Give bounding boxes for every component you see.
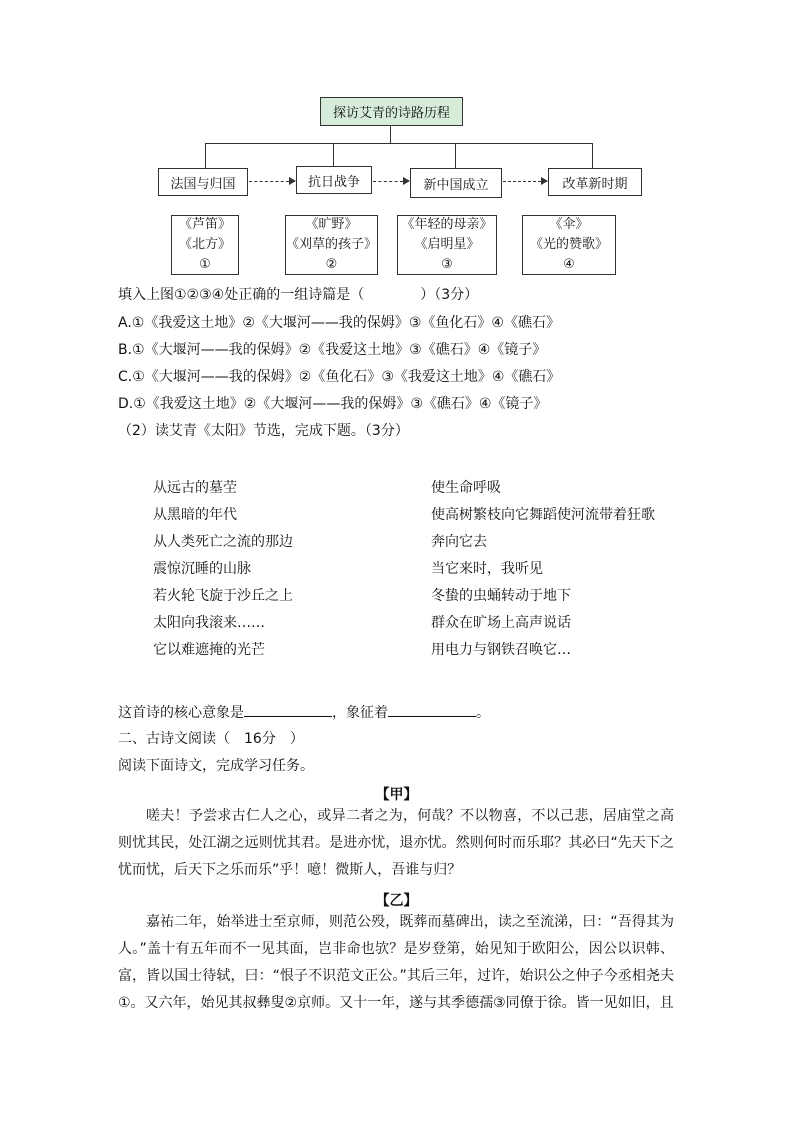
q2-fill-line xyxy=(118,702,490,723)
blank-marker: ② xyxy=(325,257,338,272)
stage-box-3 xyxy=(410,168,502,198)
poem-line: 使高树繁枝向它舞蹈使河流带着狂歌 xyxy=(431,507,655,523)
stage-label: 改革新时期 xyxy=(562,176,628,192)
diagram-root-box xyxy=(320,97,463,126)
q1-option-b: B.①《大堰河——我的保姆》②《我爱这土地》③《礁石》④《镜子》 xyxy=(118,342,547,358)
poem-line: 使生命呼吸 xyxy=(431,480,501,496)
passage-jia-text: 嗟夫！予尝求古仁人之心，或异二者之为，何哉？不以物喜，不以己悲，居庙堂之高则忧其民，处江湖之远则忧其君。是进亦忧，退亦忧。然则何时而乐耶？其必曰“先天下之忧而忧，后天下之乐而乐”乎！噫！微斯人，吾谁与归？ xyxy=(118,808,674,878)
poem-line: 用电力与钢铁召唤它… xyxy=(431,642,571,658)
dashed-arrow-line xyxy=(373,181,403,182)
connector-line xyxy=(205,143,592,144)
arrow-head-icon xyxy=(541,177,548,185)
poem-box-4 xyxy=(522,215,616,275)
poem-title: 《年轻的母亲》 xyxy=(401,217,493,232)
blank-marker: ① xyxy=(199,257,211,272)
poem-title: 《北方》 xyxy=(178,237,231,252)
poem-line: 从远古的墓茔 xyxy=(153,480,237,496)
poem-box-1 xyxy=(171,215,239,275)
poem-line: 奔向它去 xyxy=(431,534,487,550)
poem-line: 冬蛰的虫蛹转动于地下 xyxy=(431,588,571,604)
passage-jia-title: 【甲】 xyxy=(375,787,418,803)
poem-line: 太阳向我滚来…… xyxy=(153,615,265,631)
poem-box-3 xyxy=(397,215,497,275)
arrow-head-icon xyxy=(289,177,296,185)
q1-option-a: A.①《我爱这土地》②《大堰河——我的保姆》③《鱼化石》④《礁石》 xyxy=(118,315,560,331)
stage-box-4 xyxy=(548,168,642,196)
diagram-root-label: 探访艾青的诗路历程 xyxy=(332,106,450,121)
poem-title: 《芦笛》 xyxy=(178,217,231,232)
q1-option-c: C.①《大堰河——我的保姆》②《鱼化石》③《我爱这土地》④《礁石》 xyxy=(118,369,561,385)
arrow-head-icon xyxy=(403,177,410,185)
poem-line: 从人类死亡之流的那边 xyxy=(153,534,293,550)
passage-yi-text: 嘉祐二年，始举进士至京师，则范公殁，既葬而墓碑出，读之至流涕，曰：“吾得其为人。”盖十有五年而不一见其面，岂非命也欤？是岁登第，始见知于欧阳公，因公以识韩、富，皆以国士待轼，曰：“恨子不识范文正公。”其后三年，过许，始识公之仲子今丞相尧夫①。又六年，始见其叔彝叟②京师。又十一年，遂与其季德孺③同僚于徐。皆一见如旧，且 xyxy=(118,914,674,1011)
connector-line xyxy=(205,143,206,169)
poem-title: 《伞》 xyxy=(549,217,589,232)
poem-line: 群众在旷场上高声说话 xyxy=(431,615,571,631)
q2-fill-end: 。 xyxy=(476,705,490,721)
q2-stem: （2）读艾青《太阳》节选，完成下题。（3分） xyxy=(118,423,409,439)
poem-line: 它以难遮掩的光芒 xyxy=(153,642,265,658)
stage-label: 新中国成立 xyxy=(423,177,489,193)
connector-line xyxy=(455,143,456,169)
q2-fill-prompt-b: ，象征着 xyxy=(332,705,388,721)
stage-box-1 xyxy=(158,168,248,196)
answer-blank-1[interactable] xyxy=(244,702,332,717)
poem-title: 《刈草的孩子》 xyxy=(286,237,378,252)
stage-label: 抗日战争 xyxy=(307,174,360,190)
section2-title: 二、古诗文阅读（ 16分 ） xyxy=(118,731,304,747)
blank-marker: ③ xyxy=(441,257,453,272)
stage-box-2 xyxy=(296,166,372,194)
blank-marker: ④ xyxy=(563,257,575,272)
stage-label: 法国与归国 xyxy=(170,176,236,192)
poem-box-2 xyxy=(285,215,378,275)
poem-title: 《启明星》 xyxy=(414,237,480,252)
q1-option-d: D.①《我爱这土地》②《大堰河——我的保姆》③《礁石》④《镜子》 xyxy=(118,396,548,412)
dashed-arrow-line xyxy=(503,181,541,182)
passage-yi-title: 【乙】 xyxy=(375,893,418,909)
dashed-arrow-line xyxy=(249,181,289,182)
poem-line: 震惊沉睡的山脉 xyxy=(153,561,251,577)
connector-line xyxy=(592,143,593,169)
poem-line: 当它来时，我听见 xyxy=(431,561,543,577)
poem-line: 从黑暗的年代 xyxy=(153,507,237,523)
poem-title: 《光的赞歌》 xyxy=(529,237,608,252)
answer-blank-2[interactable] xyxy=(388,702,476,717)
connector-line xyxy=(333,143,334,166)
poem-line: 若火轮飞旋于沙丘之上 xyxy=(153,588,293,604)
q1-stem: 填入上图①②③④处正确的一组诗篇是（ ）（3分） xyxy=(118,287,479,303)
q2-fill-prompt-a: 这首诗的核心意象是 xyxy=(118,705,244,721)
poem-title: 《旷野》 xyxy=(305,217,358,232)
section2-intro: 阅读下面诗文，完成学习任务。 xyxy=(118,758,314,774)
connector-line xyxy=(390,125,391,143)
